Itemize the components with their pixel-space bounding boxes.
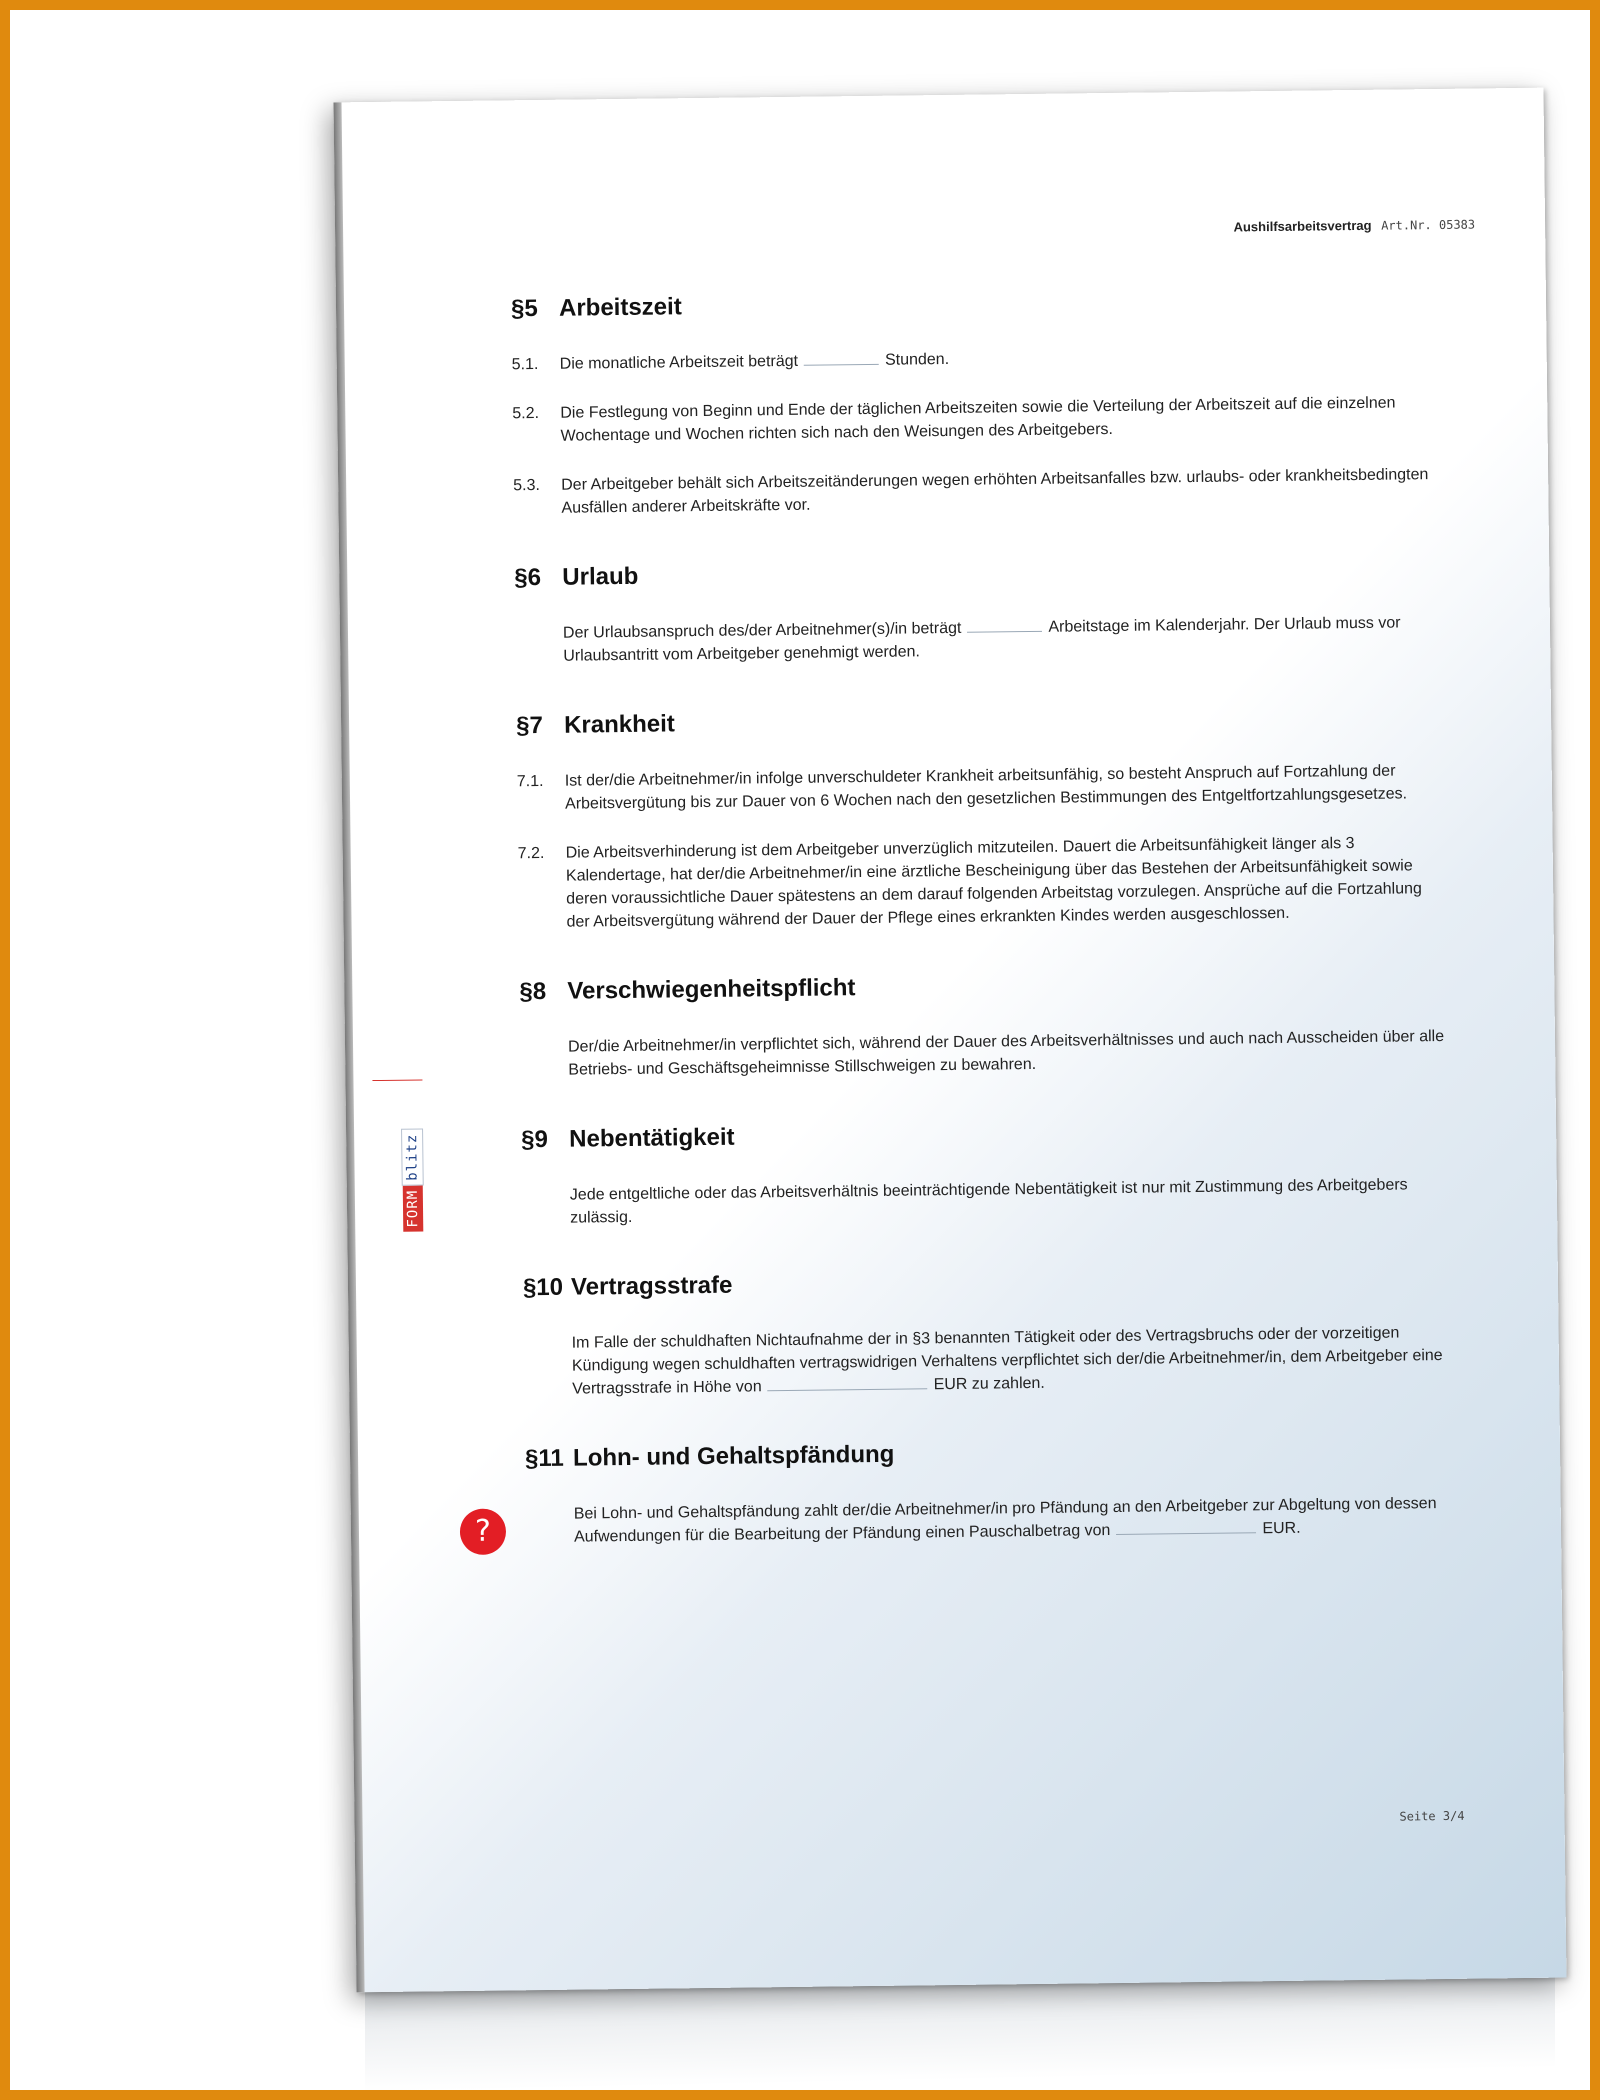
paragraph-text-after: EUR zu zahlen. [933,1374,1045,1394]
clause-number: 7.2. [517,844,545,863]
section-title: Arbeitszeit [558,293,682,322]
clause-number: 5.3. [513,476,540,495]
clause-5-2 [512,391,1437,448]
paragraph-text-before: Im Falle der schuldhaften Nichtaufnahme der in §3 benannten Tätigkeit oder des Vertragsbruchs oder der vorzeitigen Kündigung wegen schuldhaften vertragswidrigen Verhaltens verpflichtet sich der/die Arbeitnehmer/in, dem Arbeitgeber eine Vertragsstrafe in Höhe von [571,1324,1443,1398]
section-paragraph [526,1492,1451,1549]
paragraph-text-before: Der Urlaubsanspruch des/der Arbeitnehmer(s)/in beträgt [562,619,962,642]
section-paragraph: Der/die Arbeitnehmer/in verpflichtet sich, während der Dauer des Arbeitsverhältnisses und auch nach Ausscheiden über alle Betriebs- und Geschäftsgeheimnisse Stillschweigen zu bewahren. [567,1027,1445,1079]
garnishment-fee-blank-field[interactable] [1116,1532,1256,1535]
page-header [1233,217,1475,235]
section-5 [511,284,1439,520]
clause-5-3 [513,463,1438,520]
clause-text: Der Arbeitgeber behält sich Arbeitszeitänderungen wegen erhöhten Arbeitsanfalles bzw. urlaubs- oder krankheitsbedingten Ausfällen anderer Arbeitskräfte vor. [561,466,1429,517]
section-title: Lohn- und Gehaltspfändung [572,1440,895,1472]
section-number: §5 [510,294,538,323]
section-heading [514,553,1439,592]
logo-label [401,1129,424,1232]
paragraph-text-before: Bei Lohn- und Gehaltspfändung zahlt der/die Arbeitnehmer/in pro Pfändung an den Arbeitgeber zur Abgeltung von dessen Aufwendungen für die Bearbeitung der Pfändung einen Pauschalbetrag von [573,1495,1437,1546]
clause-5-1 [512,342,1437,376]
section-number: §8 [519,977,547,1006]
section-number: §11 [524,1444,564,1473]
document-title: Aushilfsarbeitsvertrag [1233,217,1372,235]
logo-form-text: FORM [403,1186,424,1232]
clause-text [560,342,1437,376]
section-number: §6 [514,563,542,592]
section-title: Krankheit [563,710,675,739]
logo-rule [372,1079,422,1081]
paragraph-text-after: EUR. [1262,1519,1301,1538]
section-paragraph [515,611,1440,668]
formblitz-logo [400,1081,424,1231]
section-10 [523,1263,1449,1401]
paragraph-text-after: Arbeitstage im Kalenderjahr. Der Urlaub muss vor Urlaubsantritt vom Arbeitgeber genehmigt werden. [563,614,1401,665]
section-paragraph: Jede entgeltliche oder das Arbeitsverhältnis beeinträchtigende Nebentätigkeit ist nur mit Zustimmung des Arbeitgebers zulässig. [569,1176,1408,1227]
section-heading [525,1434,1450,1473]
clause-number: 5.1. [511,355,539,374]
penalty-amount-blank-field[interactable] [768,1388,928,1391]
section-title: Urlaub [562,562,639,591]
clause-text-after: Stunden. [884,350,950,369]
clause-text: Die Festlegung von Beginn und Ende der täglichen Arbeitszeiten sowie die Verteilung der Arbeitszeit auf die einzelnen Wochentage und Wochen richten sich nach den Weisungen des Arbeitgebers. [560,394,1396,445]
canvas [10,10,1590,2090]
section-7 [516,701,1444,934]
section-heading [511,284,1436,323]
hours-blank-field[interactable] [804,364,879,366]
section-heading [519,967,1444,1006]
section-title: Verschwiegenheitspflicht [567,974,856,1005]
vacation-days-blank-field[interactable] [967,631,1042,633]
page-spine [334,102,365,1992]
document-page [334,88,1567,1993]
clause-text-before: Die monatliche Arbeitszeit beträgt [559,352,799,373]
section-title: Nebentätigkeit [569,1123,735,1153]
section-6 [514,553,1440,668]
clause-text: Ist der/die Arbeitnehmer/in infolge unverschuldeter Krankheit arbeitsunfähig, so besteht Anspruch auf Fortzahlung der Arbeitsvergütung bis zur Dauer von 6 Wochen nach den gesetzlichen Bestimmungen des Entgeltfortzahlungsgesetzes. [564,762,1408,813]
section-8 [519,967,1445,1082]
section-heading [516,701,1441,740]
help-icon[interactable]: ? [460,1508,507,1555]
section-heading [521,1115,1446,1154]
clause-number: 5.2. [512,404,540,423]
section-9 [521,1115,1447,1230]
clause-7-1 [517,759,1442,816]
article-number: Art.Nr. 05383 [1381,217,1476,233]
clause-7-2 [518,831,1444,934]
section-number: §7 [515,711,543,740]
section-paragraph [524,1321,1450,1401]
section-heading [523,1263,1448,1302]
section-title: Vertragsstrafe [570,1271,733,1301]
document-body [511,284,1452,1593]
logo-blitz-text: blitz [401,1129,424,1186]
page-number: Seite 3/4 [1399,1808,1465,1824]
clause-text: Die Arbeitsverhinderung ist dem Arbeitgeber unverzüglich mitzuteilen. Dauert die Arbeitsunfähigkeit länger als 3 Kalendertage, hat der/die Arbeitnehmer/in eine ärztliche Bescheinigung über das Bestehen der Arbeitsunfähigkeit sowie deren voraussichtliche Dauer spätestens an dem darauf folgenden Arbeitstag vorzulegen. Ansprüche auf die Fortzahlung der Arbeitsvergütung während der Dauer der Pflege eines erkrankten Kindes werden ausgeschlossen. [565,835,1422,931]
section-11 [525,1434,1451,1549]
section-number: §9 [521,1125,549,1154]
section-number: §10 [522,1273,564,1302]
clause-number: 7.1. [516,772,544,791]
